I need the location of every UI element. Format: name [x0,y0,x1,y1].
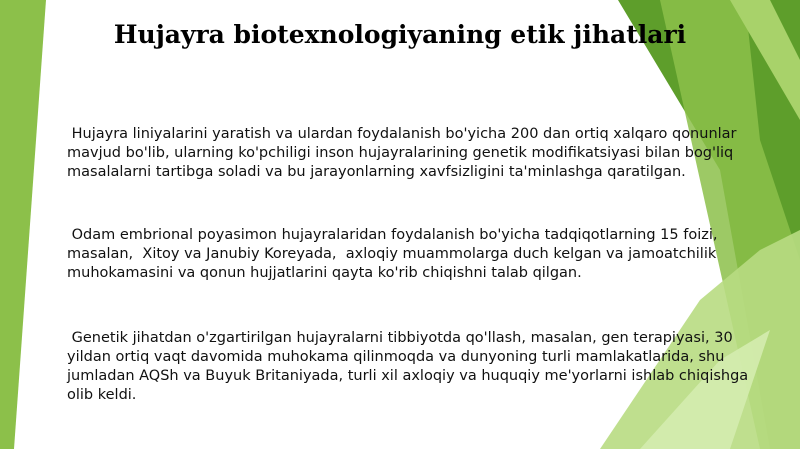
left-green-stripe [0,0,46,449]
paragraph-1: Hujayra liniyalarini yaratish va ulardan foydalanish bo'yicha 200 dan ortiq xalqaro qonunlar mavjud bo'lib, ularning ko'pchiligi inson hujayralarining genetik modifikatsiyasi bilan bog'liq masalalarni tartibga soladi va bu jarayonlarning xavfsizligini ta'minlashga qaratilgan. [67,126,742,180]
paragraph-3: Genetik jihatdan o'zgartirilgan hujayralarni tibbiyotda qo'llash, masalan, gen terapiyasi, 30 yildan ortiq vaqt davomida muhokama qilinmoqda va dunyoning turli mamlakatlarida, shu jumladan AQSh va Buyuk Britaniyada, turli xil axloqiy va huquqiy me'yorlarni ishlab chiqishga olib keldi. [67,330,753,403]
slide-title: Hujayra biotexnologiyaning etik jihatlari [113,20,687,49]
paragraph-2: Odam embrional poyasimon hujayralaridan foydalanish bo'yicha tadqiqotlarning 15 foizi, masalan, Xitoy va Janubiy Koreyada, axloqiy muammolarga duch kelgan va jamoatchilik muhokamasini va qonun hujjatlarini qayta ko'rib chiqishni talab qilgan. [67,227,723,281]
